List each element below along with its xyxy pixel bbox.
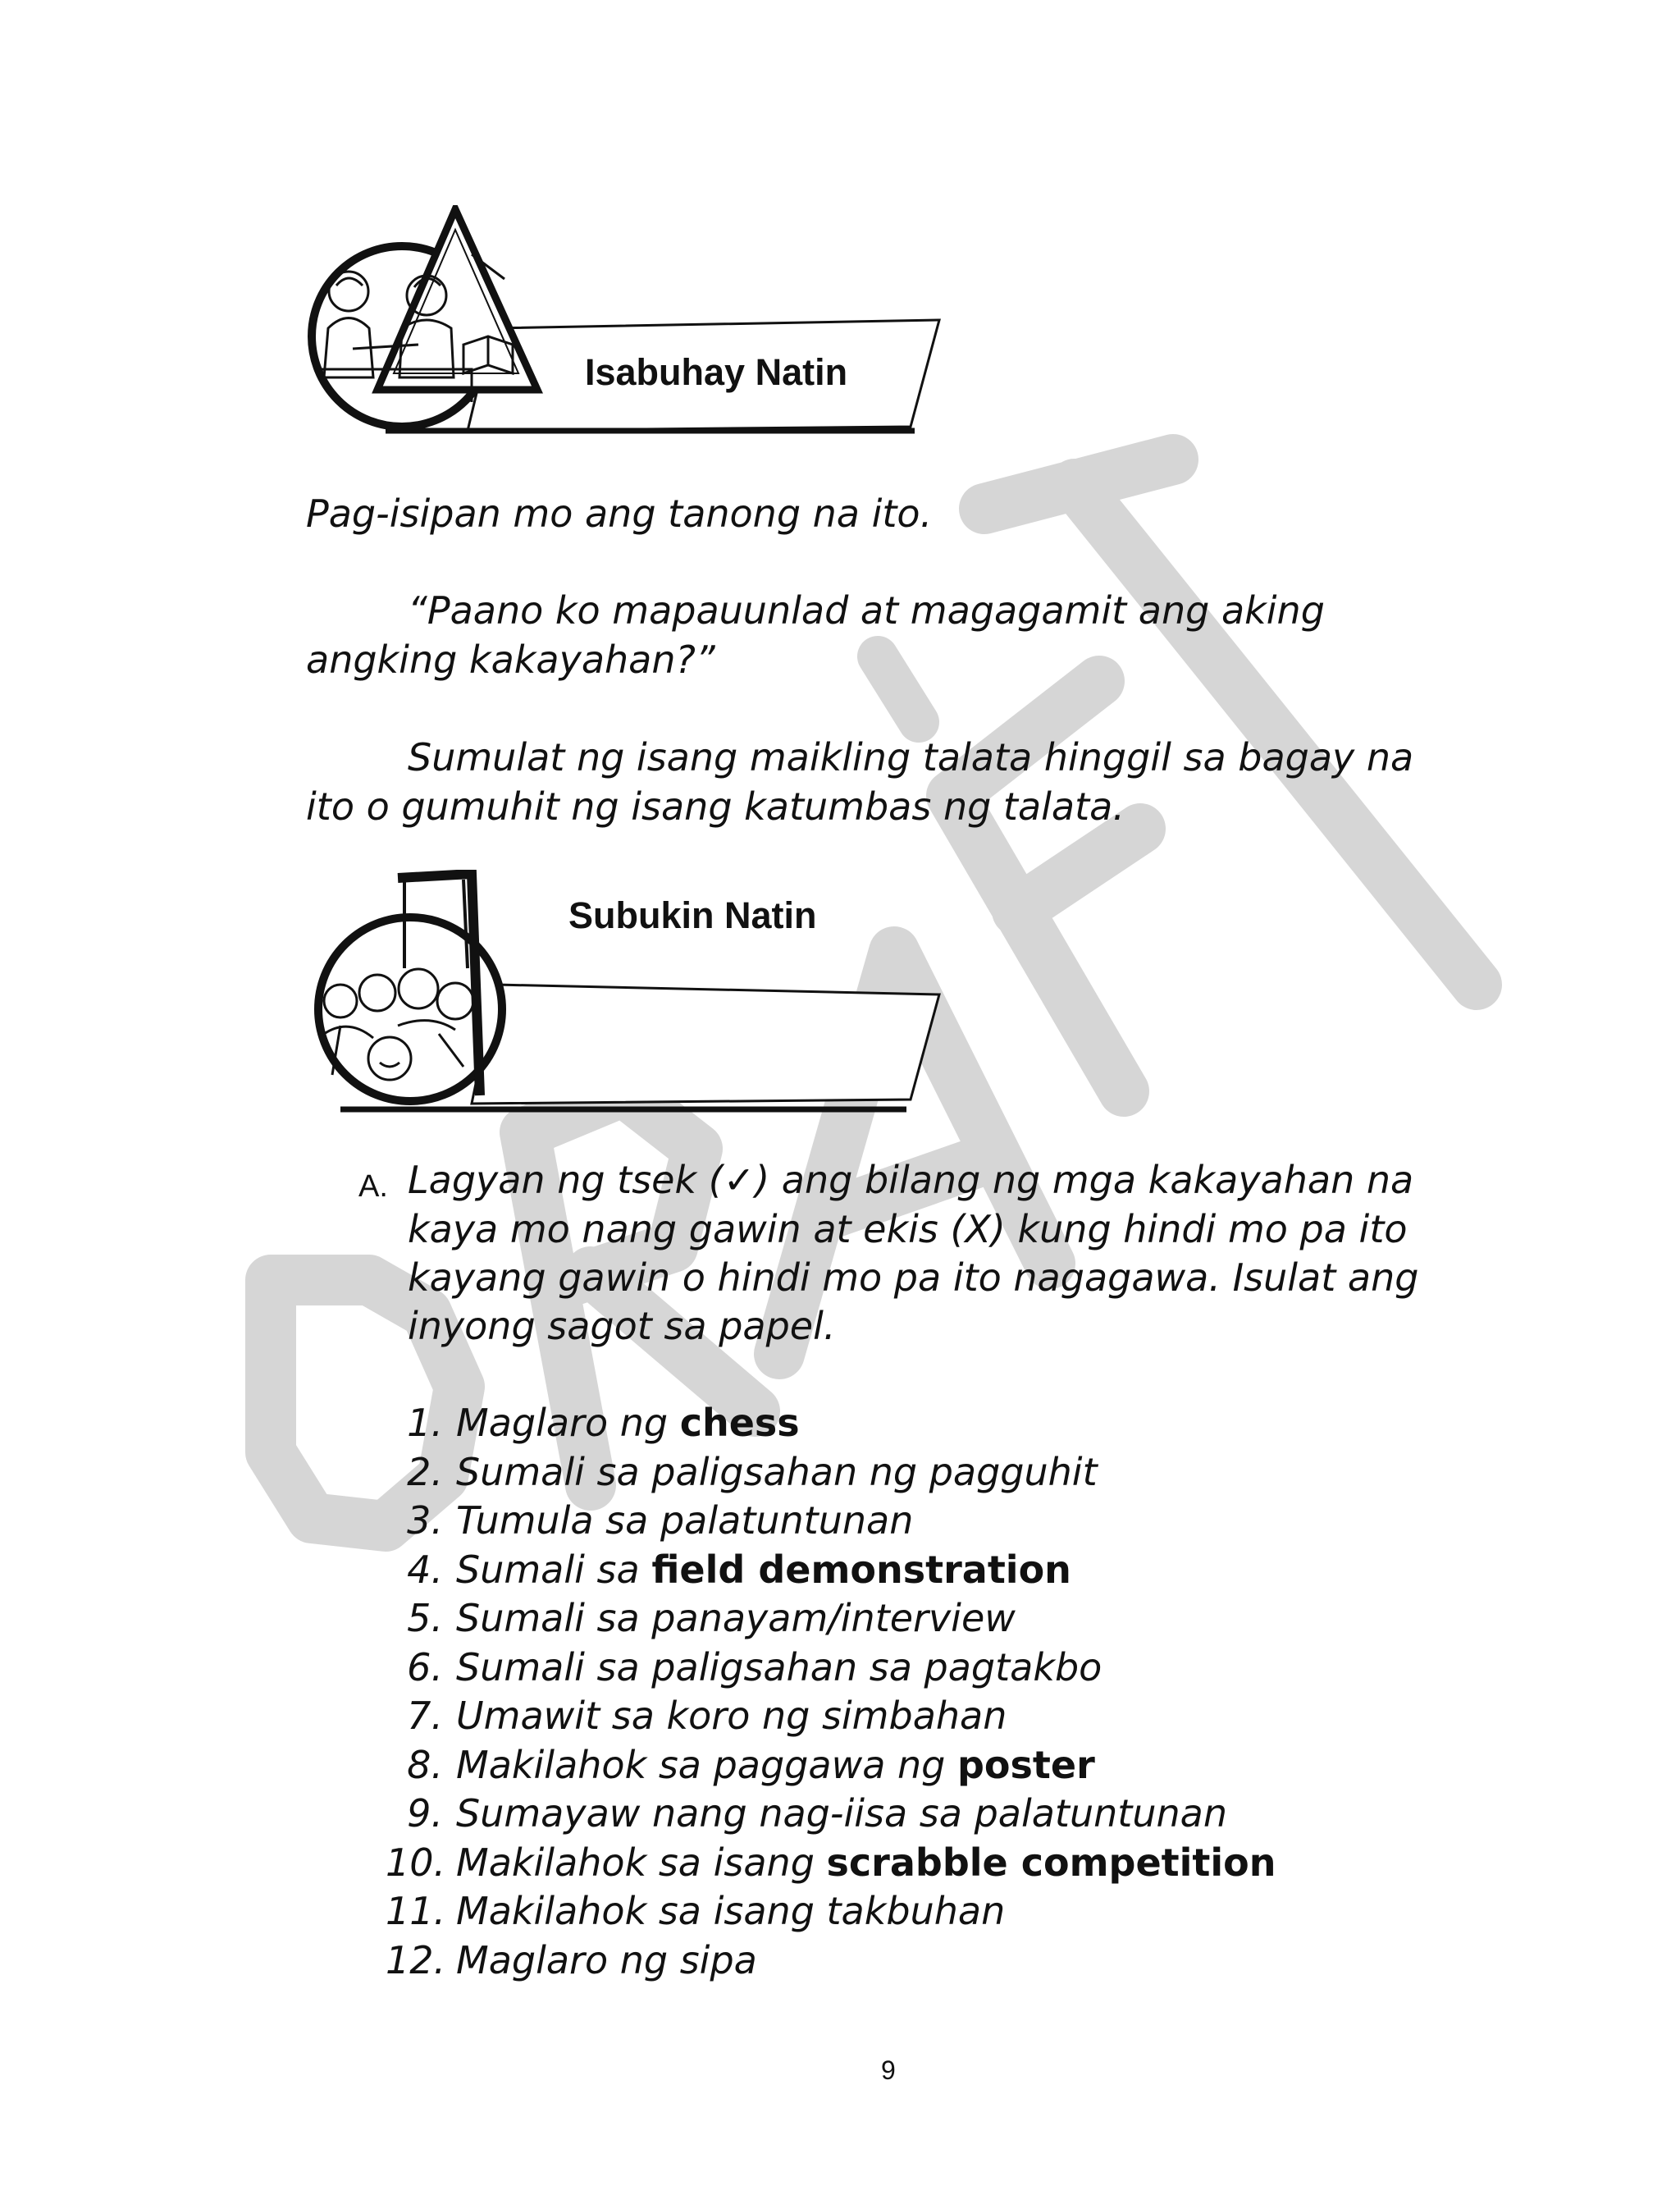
part-a-label: A. (358, 1169, 388, 1204)
part-a-line-1: Lagyan ng tsek (✓) ang bilang ng mga kakayahan na (408, 1158, 1414, 1202)
question-line-2: angking kakayahan?” (306, 638, 715, 682)
list-item-emphasis: scrabble competition (826, 1840, 1276, 1885)
skills-list (386, 1399, 1276, 1985)
list-item (386, 1887, 1276, 1936)
list-item (386, 1741, 1276, 1790)
list-item (386, 1399, 1276, 1448)
list-item-text: Sumali sa panayam/interview (456, 1596, 1016, 1640)
part-a-line-2: kaya mo nang gawin at ekis (X) kung hindi mo pa ito (408, 1207, 1408, 1251)
list-item-text: Sumali sa paligsahan sa pagtakbo (456, 1644, 1102, 1689)
instruction-line-1: Sumulat ng isang maikling talata hinggil sa bagay na (408, 735, 1414, 780)
list-item-emphasis: field demonstration (651, 1547, 1071, 1592)
list-item-number: 4. (407, 1547, 443, 1592)
list-item-number: 12. (386, 1937, 446, 1982)
list-item-number: 8. (407, 1742, 443, 1787)
list-item-number: 3. (407, 1498, 443, 1543)
question-line-1: “Paano ko mapauunlad at magagamit ang aking (408, 588, 1325, 633)
list-item-emphasis: chess (679, 1401, 800, 1445)
part-a-line-3: kayang gawin o hindi mo pa ito nagagawa. Isulat ang (408, 1255, 1419, 1300)
list-item-number: 2. (407, 1449, 443, 1494)
page-number: 9 (881, 2055, 896, 2085)
list-item (386, 1644, 1276, 1693)
list-item (386, 1594, 1276, 1644)
list-item-number: 1. (407, 1401, 443, 1445)
list-item-text: Makilahok sa isang takbuhan (456, 1889, 1006, 1933)
list-item (386, 1790, 1276, 1839)
section-title-subukin: Subukin Natin (568, 894, 817, 936)
list-item-number: 10. (386, 1840, 446, 1885)
list-item (386, 1936, 1276, 1986)
list-item-text: Umawit sa koro ng simbahan (456, 1694, 1007, 1738)
list-item-text: Sumali sa (456, 1547, 652, 1592)
part-a-line-4: inyong sagot sa papel. (408, 1304, 836, 1348)
list-item (386, 1839, 1276, 1888)
section-title-isabuhay: Isabuhay Natin (585, 351, 848, 393)
list-item-text: Sumayaw nang nag-iisa sa palatuntunan (456, 1791, 1227, 1836)
instruction-line-2: ito o gumuhit ng isang katumbas ng talata. (306, 784, 1125, 829)
list-item-text: Makilahok sa isang (456, 1840, 827, 1885)
list-item (386, 1692, 1276, 1741)
list-item-text: Makilahok sa paggawa ng (456, 1742, 957, 1787)
list-item (386, 1546, 1276, 1595)
list-item-number: 6. (407, 1644, 443, 1689)
list-item-number: 9. (407, 1791, 443, 1836)
list-item (386, 1497, 1276, 1546)
list-item-text: Maglaro ng sipa (456, 1937, 757, 1982)
list-item-emphasis: poster (956, 1742, 1095, 1787)
list-item-number: 5. (407, 1596, 443, 1640)
section-header-isabuhay (304, 205, 943, 439)
students-triangle-icon (304, 205, 943, 439)
list-item-text: Tumula sa palatuntunan (456, 1498, 914, 1543)
list-item-text: Sumali sa paligsahan ng pagguhit (456, 1449, 1098, 1494)
prompt-text: Pag-isipan mo ang tanong na ito. (306, 491, 933, 536)
list-item-number: 7. (407, 1694, 443, 1738)
list-item (386, 1448, 1276, 1497)
list-item-text: Maglaro ng (456, 1401, 680, 1445)
list-item-number: 11. (386, 1889, 446, 1933)
